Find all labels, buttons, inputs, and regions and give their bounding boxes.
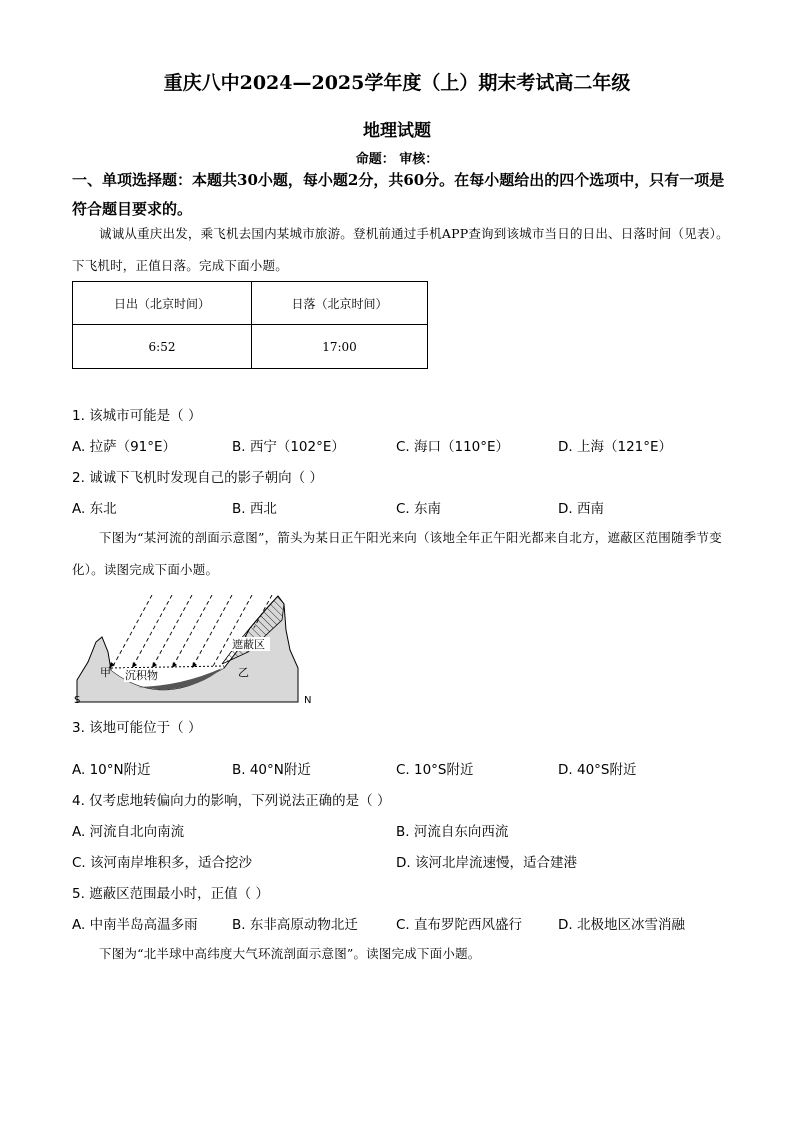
question-1-option-d: D. 上海（121°E）	[558, 439, 673, 455]
table-cell-sunset: 17:00	[252, 325, 428, 369]
question-2-option-a: A. 东北	[72, 501, 117, 517]
label-north: N	[304, 695, 312, 706]
question-5-option-d: D. 北极地区冰雪消融	[558, 917, 685, 933]
question-3-stem: 3. 该地可能位于（ ）	[72, 720, 202, 736]
question-2-option-d: D. 西南	[558, 501, 604, 517]
question-1-option-c: C. 海口（110°E）	[396, 439, 510, 455]
passage-3-intro: 下图为“北半球中高纬度大气环流剖面示意图”。读图完成下面小题。	[99, 946, 481, 961]
author-line: 命题： 审核：	[355, 152, 439, 167]
question-2-option-b: B. 西北	[232, 501, 277, 517]
exam-title: 重庆八中2024—2025学年度（上）期末考试高二年级	[163, 72, 631, 94]
question-3-option-d: D. 40°S附近	[558, 762, 637, 778]
question-5-option-b: B. 东非高原动物北迁	[232, 917, 358, 933]
question-3-option-b: B. 40°N附近	[232, 762, 311, 778]
question-4-stem: 4. 仅考虑地转偏向力的影响，下列说法正确的是（ ）	[72, 793, 391, 809]
question-1-option-b: B. 西宁（102°E）	[232, 439, 345, 455]
label-yi: 乙	[238, 666, 249, 679]
question-2-stem: 2. 诚诚下飞机时发现自己的影子朝向（ ）	[72, 470, 323, 486]
question-5-option-c: C. 直布罗陀西风盛行	[396, 917, 523, 933]
question-1-stem: 1. 该城市可能是（ ）	[72, 408, 202, 424]
table-header-sunset: 日落（北京时间）	[252, 282, 428, 325]
label-shadow-area: 遮蔽区	[232, 638, 265, 651]
river-cross-section-diagram	[72, 590, 332, 708]
label-south: S	[74, 695, 81, 706]
table-header-sunrise: 日出（北京时间）	[73, 282, 252, 325]
question-3-option-c: C. 10°S附近	[396, 762, 474, 778]
question-4-option-c: C. 该河南岸堆积多，适合挖沙	[72, 855, 253, 871]
question-1-option-a: A. 拉萨（91°E）	[72, 439, 177, 455]
section-heading: 一、单项选择题：本题共30小题，每小题2分，共60分。在每小题给出的四个选项中，只有一项是符合题目要求的。	[72, 171, 725, 218]
sunrise-sunset-table	[72, 281, 428, 369]
question-5-stem: 5. 遮蔽区范围最小时，正值（ ）	[72, 886, 269, 902]
label-jia: 甲	[100, 666, 111, 679]
exam-subject: 地理试题	[363, 121, 431, 141]
question-4-option-a: A. 河流自北向南流	[72, 824, 185, 840]
question-3-option-a: A. 10°N附近	[72, 762, 151, 778]
question-2-option-c: C. 东南	[396, 501, 442, 517]
table-cell-sunrise: 6:52	[73, 325, 252, 369]
question-5-option-a: A. 中南半岛高温多雨	[72, 917, 198, 933]
label-sediment: 沉积物	[125, 669, 158, 682]
question-4-option-b: B. 河流自东向西流	[396, 824, 509, 840]
passage-1-intro: 诚诚从重庆出发，乘飞机去国内某城市旅游。登机前通过手机APP查询到该城市当日的日出、日落时间（见表）。下飞机时，正值日落。完成下面小题。	[72, 226, 729, 273]
question-4-option-d: D. 该河北岸流速慢，适合建港	[396, 855, 577, 871]
passage-2-intro: 下图为“某河流的剖面示意图”，箭头为某日正午阳光来向（该地全年正午阳光都来自北方，遮蔽区范围随季节变化）。读图完成下面小题。	[72, 530, 722, 577]
